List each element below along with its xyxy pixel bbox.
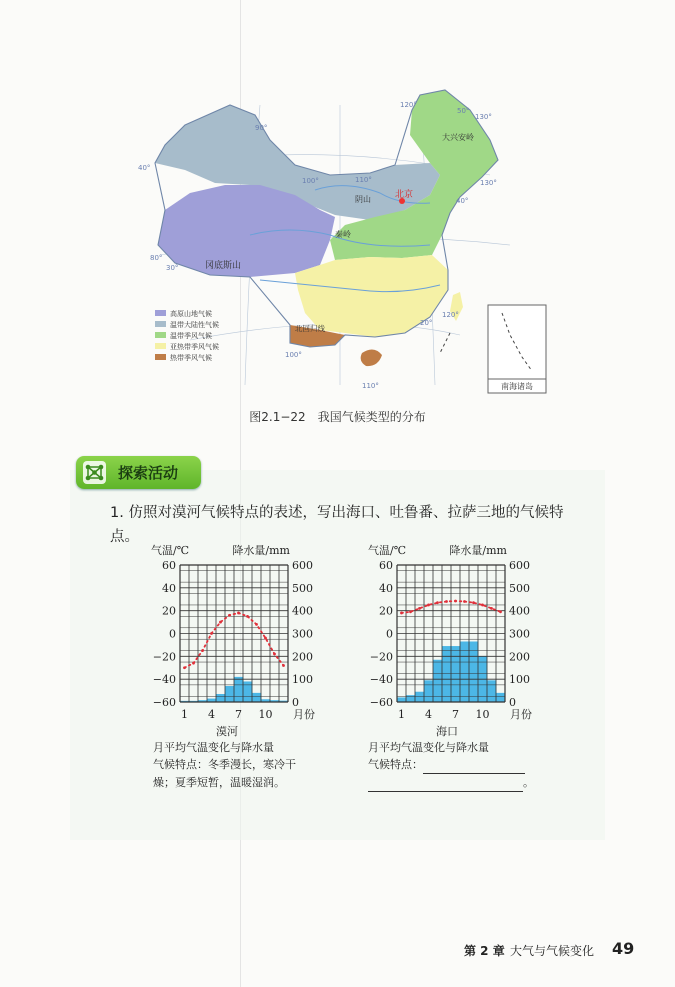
label-tropic: 北回归线 bbox=[295, 324, 325, 333]
x-tick-label: 10 bbox=[475, 708, 490, 721]
y-tick-label: 60 bbox=[379, 559, 393, 572]
y-axis-label: 气温/℃ bbox=[368, 544, 407, 557]
temperature-point bbox=[472, 601, 475, 604]
y2-tick-label: 600 bbox=[509, 559, 530, 572]
label-dahinggan: 大兴安岭 bbox=[442, 133, 474, 142]
x-tick-label: 1 bbox=[398, 708, 405, 721]
y2-tick-label: 500 bbox=[292, 581, 313, 595]
y2-tick-label: 200 bbox=[292, 650, 313, 664]
precip-bar bbox=[234, 677, 243, 702]
coord-label: 100° bbox=[302, 177, 319, 185]
y2-tick-label: 300 bbox=[292, 627, 313, 641]
x-tick-label: 1 bbox=[181, 708, 188, 721]
footer-title: 大气与气候变化 bbox=[510, 944, 595, 958]
x-axis-label: 月份 bbox=[510, 708, 532, 721]
chart-title-haikou: 海口 bbox=[436, 725, 458, 738]
legend-swatch bbox=[155, 321, 166, 327]
y-tick-label: −40 bbox=[369, 673, 393, 687]
legend-swatch bbox=[155, 343, 166, 349]
y2-tick-label: 100 bbox=[509, 673, 530, 687]
y2-tick-label: 200 bbox=[509, 650, 530, 664]
label-yinshan: 阴山 bbox=[355, 195, 371, 204]
coord-label: 90° bbox=[255, 124, 268, 132]
y-tick-label: 40 bbox=[379, 581, 393, 595]
page-number: 49 bbox=[612, 939, 635, 958]
characteristics-haikou bbox=[368, 756, 538, 792]
precip-bar bbox=[451, 646, 460, 702]
y2-tick-label: 300 bbox=[509, 627, 530, 641]
label-beijing: 北京 bbox=[395, 190, 414, 200]
characteristics-label-mohe: 气候特点： bbox=[153, 758, 208, 771]
y-axis-label: 气温/℃ bbox=[151, 544, 190, 557]
answer-blank-line-1[interactable] bbox=[423, 759, 525, 774]
x-tick-label: 4 bbox=[425, 708, 432, 721]
y-tick-label: 20 bbox=[162, 604, 176, 618]
legend-label: 高原山地气候 bbox=[170, 310, 212, 318]
precip-bar bbox=[496, 693, 505, 702]
label-gangdisi: 冈底斯山 bbox=[205, 261, 242, 271]
characteristics-mohe bbox=[153, 756, 305, 792]
temperature-point bbox=[436, 601, 439, 604]
question-1: 1. 仿照对漠河气候特点的表述，写出海口、吐鲁番、拉萨三地的气候特点。 bbox=[110, 505, 564, 545]
legend-swatch bbox=[155, 310, 166, 316]
x-tick-label: 7 bbox=[452, 708, 459, 721]
precip-bar bbox=[397, 697, 406, 702]
chart-subtitle-mohe: 月平均气温变化与降水量 bbox=[153, 741, 274, 754]
temperature-point bbox=[264, 637, 267, 640]
characteristics-label-haikou: 气候特点： bbox=[368, 758, 423, 771]
temperature-point bbox=[454, 600, 457, 603]
y-tick-label: −60 bbox=[152, 696, 176, 709]
legend-label: 温带大陆性气候 bbox=[170, 321, 219, 329]
answer-end-mark: 。 bbox=[523, 776, 534, 789]
island-hainan bbox=[361, 349, 382, 366]
south-china-sea-inset bbox=[488, 305, 546, 393]
precip-bar bbox=[442, 646, 451, 702]
y2-tick-label: 600 bbox=[292, 559, 313, 572]
footer-chapter: 第 2 章 bbox=[464, 944, 505, 958]
molecule-icon bbox=[82, 460, 107, 485]
temperature-point bbox=[445, 600, 448, 603]
temperature-point bbox=[192, 662, 195, 665]
temperature-point bbox=[409, 610, 412, 613]
characteristics-text-mohe: 冬季漫长，寒冷干燥；夏季短暂，温暖湿润。 bbox=[153, 758, 296, 789]
y2-tick-label: 100 bbox=[292, 673, 313, 687]
activity-badge bbox=[76, 456, 201, 489]
y2-tick-label: 500 bbox=[509, 581, 530, 595]
legend-label: 温带季风气候 bbox=[170, 332, 212, 340]
figure-caption: 图2.1−22 我国气候类型的分布 bbox=[249, 410, 426, 424]
coord-label: 30° bbox=[166, 264, 179, 272]
precip-bar bbox=[424, 680, 433, 702]
legend-swatch bbox=[155, 332, 166, 338]
precip-bar bbox=[216, 694, 225, 702]
temperature-point bbox=[201, 649, 204, 652]
label-qinling: 秦岭 bbox=[335, 230, 351, 239]
precip-bar bbox=[415, 692, 424, 702]
y2-axis-label: 降水量/mm bbox=[232, 544, 290, 557]
precip-bar bbox=[433, 660, 442, 702]
coord-label: 130° bbox=[475, 113, 492, 121]
map-legend bbox=[155, 309, 219, 362]
y-tick-label: 40 bbox=[162, 581, 176, 595]
x-tick-label: 10 bbox=[258, 708, 273, 721]
temperature-point bbox=[228, 614, 231, 617]
y-tick-label: −40 bbox=[152, 673, 176, 687]
coord-label: 50° bbox=[457, 107, 470, 115]
temperature-point bbox=[246, 615, 249, 618]
climograph-haikou bbox=[362, 540, 542, 723]
coord-label: 120° bbox=[442, 311, 459, 319]
temperature-point bbox=[255, 623, 258, 626]
x-axis-label: 月份 bbox=[293, 708, 315, 721]
china-climate-map bbox=[130, 85, 550, 395]
temperature-point bbox=[282, 664, 285, 667]
temperature-point bbox=[481, 604, 484, 607]
coord-label: 100° bbox=[285, 351, 302, 359]
legend-label: 亚热带季风气候 bbox=[170, 343, 219, 351]
coord-label: 80° bbox=[150, 254, 163, 262]
y2-tick-label: 0 bbox=[292, 696, 299, 709]
temperature-point bbox=[427, 604, 430, 607]
temperature-point bbox=[418, 607, 421, 610]
coord-label: 20° bbox=[420, 319, 433, 327]
temperature-point bbox=[400, 612, 403, 615]
temperature-point bbox=[463, 600, 466, 603]
y-tick-label: 20 bbox=[379, 604, 393, 618]
precip-bar bbox=[252, 693, 261, 702]
coord-label: 120° bbox=[400, 101, 417, 109]
activity-title: 探索活动 bbox=[118, 464, 179, 482]
y-tick-label: 0 bbox=[169, 627, 176, 641]
y2-tick-label: 400 bbox=[509, 604, 530, 618]
y-tick-label: 60 bbox=[162, 559, 176, 572]
temperature-point bbox=[183, 666, 186, 669]
coord-label: 40° bbox=[138, 164, 151, 172]
y-tick-label: 0 bbox=[386, 627, 393, 641]
x-tick-label: 7 bbox=[235, 708, 242, 721]
temperature-point bbox=[499, 610, 502, 613]
x-tick-label: 4 bbox=[208, 708, 215, 721]
temperature-point bbox=[210, 632, 213, 635]
legend-label: 热带季风气候 bbox=[170, 354, 212, 362]
precip-bar bbox=[487, 680, 496, 702]
chart-title-mohe: 漠河 bbox=[216, 725, 238, 738]
y-tick-label: −60 bbox=[369, 696, 393, 709]
y-tick-label: −20 bbox=[369, 650, 393, 664]
precip-bar bbox=[225, 686, 234, 702]
temperature-point bbox=[219, 621, 222, 624]
legend-swatch bbox=[155, 354, 166, 360]
coord-label: 110° bbox=[355, 176, 372, 184]
precip-bar bbox=[243, 681, 252, 702]
inset-label: 南海诸岛 bbox=[501, 382, 533, 391]
y2-tick-label: 0 bbox=[509, 696, 516, 709]
y2-axis-label: 降水量/mm bbox=[449, 544, 507, 557]
chart-subtitle-haikou: 月平均气温变化与降水量 bbox=[368, 741, 489, 754]
answer-blank-line-2[interactable] bbox=[368, 777, 523, 792]
coord-label: 130° bbox=[480, 179, 497, 187]
coord-label: 110° bbox=[362, 382, 379, 390]
temperature-point bbox=[237, 612, 240, 615]
temperature-point bbox=[490, 607, 493, 610]
y-tick-label: −20 bbox=[152, 650, 176, 664]
temperature-point bbox=[273, 653, 276, 656]
y2-tick-label: 400 bbox=[292, 604, 313, 618]
coord-label: 40° bbox=[456, 197, 469, 205]
climograph-mohe bbox=[145, 540, 325, 723]
